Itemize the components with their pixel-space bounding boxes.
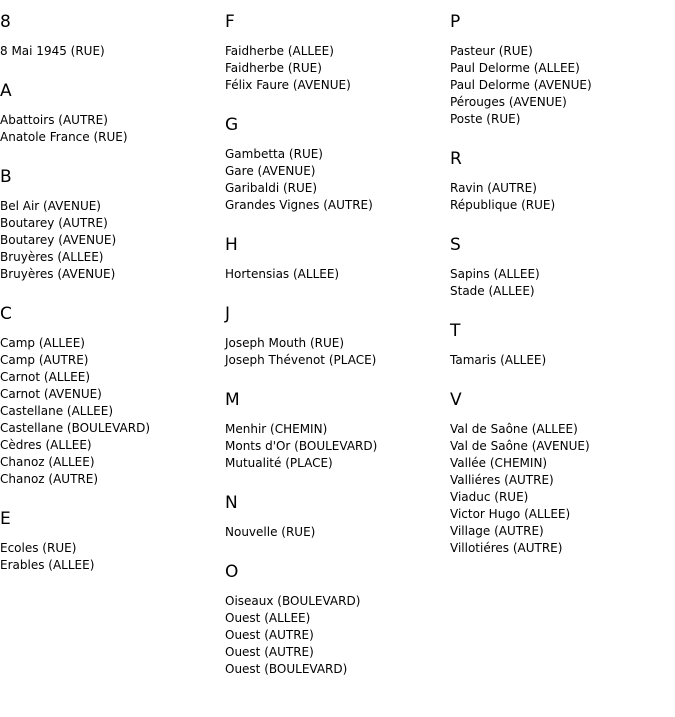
letter-section [225,390,445,472]
street-list-item [225,593,445,610]
street-link[interactable]: Anatole France (RUE) [0,130,128,144]
street-list-item [225,77,445,94]
street-list-item [0,335,220,352]
section-letter-heading: B [0,167,12,187]
street-index-column-3 [450,12,670,578]
street-list-item [225,610,445,627]
street-link[interactable]: Gambetta (RUE) [225,147,323,161]
street-list-item [0,215,220,232]
street-list-item [225,661,445,678]
street-link[interactable]: Monts d'Or (BOULEVARD) [225,439,378,453]
street-link[interactable]: Val de Saône (ALLEE) [450,422,578,436]
section-letter-heading: 8 [0,12,11,32]
street-link[interactable]: Oiseaux (BOULEVARD) [225,594,361,608]
street-link[interactable]: Poste (RUE) [450,112,521,126]
street-list-item [225,180,445,197]
street-list-item [225,146,445,163]
section-letter-heading: N [225,493,238,513]
street-link[interactable]: Faidherbe (RUE) [225,61,322,75]
street-list-item [450,540,670,557]
street-list-item [450,489,670,506]
street-link[interactable]: Nouvelle (RUE) [225,525,316,539]
letter-section [450,235,670,300]
street-link[interactable]: Hortensias (ALLEE) [225,267,340,281]
street-link[interactable]: Gare (AVENUE) [225,164,316,178]
street-link[interactable]: Pasteur (RUE) [450,44,533,58]
street-link[interactable]: Carnot (AVENUE) [0,387,102,401]
street-link[interactable]: Cèdres (ALLEE) [0,438,92,452]
street-link[interactable]: Abattoirs (AUTRE) [0,113,108,127]
street-link[interactable]: Menhir (CHEMIN) [225,422,328,436]
street-list-item [450,283,670,300]
street-link[interactable]: Chanoz (ALLEE) [0,455,95,469]
street-list-item [225,352,445,369]
street-list-item [450,352,670,369]
street-list-item [450,506,670,523]
street-link[interactable]: Ecoles (RUE) [0,541,77,555]
section-letter-heading: R [450,149,462,169]
street-list-item [0,540,220,557]
street-list-item [0,403,220,420]
street-link[interactable]: Stade (ALLEE) [450,284,535,298]
street-list-item [0,386,220,403]
street-list-item [450,523,670,540]
street-list-item [450,438,670,455]
street-index-column-2 [225,12,445,699]
street-list-item [0,112,220,129]
section-letter-heading: G [225,115,239,135]
street-list-item [0,454,220,471]
section-letter-heading: P [450,12,461,32]
letter-section [225,562,445,678]
street-link[interactable]: Bruyères (AVENUE) [0,267,116,281]
street-link[interactable]: Faidherbe (ALLEE) [225,44,334,58]
street-link[interactable]: Camp (ALLEE) [0,336,85,350]
section-letter-heading: M [225,390,240,410]
section-letter-heading: V [450,390,462,410]
street-link[interactable]: Grandes Vignes (AUTRE) [225,198,373,212]
street-list-item [0,43,220,60]
letter-section [0,509,220,574]
street-link[interactable]: Ouest (ALLEE) [225,611,311,625]
street-list-item [450,455,670,472]
section-letter-heading: S [450,235,461,255]
street-link[interactable]: Castellane (ALLEE) [0,404,114,418]
letter-section [0,167,220,283]
section-letter-heading: T [450,321,461,341]
street-list-item [0,369,220,386]
street-link[interactable]: Paul Delorme (AVENUE) [450,78,592,92]
street-index-column-1 [0,12,220,595]
street-list-item [0,249,220,266]
street-link[interactable]: Bruyères (ALLEE) [0,250,104,264]
street-link[interactable]: Bel Air (AVENUE) [0,199,101,213]
letter-section [450,149,670,214]
street-link[interactable]: Chanoz (AUTRE) [0,472,99,486]
letter-section [225,493,445,541]
section-letter-heading: C [0,304,12,324]
street-link[interactable]: Ouest (AUTRE) [225,645,314,659]
section-letter-heading: J [225,304,231,324]
street-link[interactable]: 8 Mai 1945 (RUE) [0,44,105,58]
letter-section [225,12,445,94]
street-list-item [0,352,220,369]
letter-section [225,304,445,369]
letter-section [225,235,445,283]
letter-section [0,304,220,488]
street-list-item [0,129,220,146]
street-link[interactable]: Ouest (AUTRE) [225,628,314,642]
street-link[interactable]: Boutarey (AUTRE) [0,216,108,230]
letter-section [450,390,670,557]
street-list-item [225,266,445,283]
letter-section [450,321,670,369]
street-list-item [0,557,220,574]
street-list-item [450,266,670,283]
street-link[interactable]: Joseph Mouth (RUE) [225,336,345,350]
street-list-item [225,438,445,455]
street-list-item [450,472,670,489]
street-link[interactable]: République (RUE) [450,198,556,212]
letter-section [225,115,445,214]
street-link[interactable]: Ouest (BOULEVARD) [225,662,348,676]
street-link[interactable]: Boutarey (AVENUE) [0,233,117,247]
street-link[interactable]: Erables (ALLEE) [0,558,95,572]
street-link[interactable]: Mutualité (PLACE) [225,456,333,470]
letter-section [450,12,670,128]
street-link[interactable]: Joseph Thévenot (PLACE) [225,353,377,367]
street-list-item [0,266,220,283]
street-list-item [450,43,670,60]
street-link[interactable]: Paul Delorme (ALLEE) [450,61,580,75]
street-list-item [225,163,445,180]
street-list-item [225,335,445,352]
street-list-item [225,627,445,644]
street-list-item [225,43,445,60]
street-list-item [450,111,670,128]
street-list-item [450,60,670,77]
street-list-item [0,437,220,454]
street-link[interactable]: Tamaris (ALLEE) [450,353,547,367]
street-link[interactable]: Viaduc (RUE) [450,490,529,504]
street-link[interactable]: Pérouges (AVENUE) [450,95,567,109]
street-link[interactable]: Vallée (CHEMIN) [450,456,548,470]
street-list-item [450,197,670,214]
street-list-item [450,94,670,111]
street-list-item [225,421,445,438]
street-link[interactable]: Victor Hugo (ALLEE) [450,507,571,521]
street-link[interactable]: Carnot (ALLEE) [0,370,91,384]
street-list-item [450,421,670,438]
street-link[interactable]: Garibaldi (RUE) [225,181,318,195]
street-link[interactable]: Castellane (BOULEVARD) [0,421,151,435]
street-list-item [0,471,220,488]
street-link[interactable]: Val de Saône (AVENUE) [450,439,590,453]
letter-section [0,81,220,146]
section-letter-heading: E [0,509,11,529]
street-list-item [225,644,445,661]
section-letter-heading: F [225,12,235,32]
street-list-item [225,60,445,77]
street-list-item [0,232,220,249]
street-link[interactable]: Ravin (AUTRE) [450,181,537,195]
section-letter-heading: O [225,562,239,582]
street-link[interactable]: Valliéres (AUTRE) [450,473,554,487]
street-list-item [225,197,445,214]
street-list-item [0,420,220,437]
street-list-item [225,455,445,472]
street-link[interactable]: Félix Faure (AVENUE) [225,78,351,92]
street-link[interactable]: Village (AUTRE) [450,524,544,538]
section-letter-heading: A [0,81,12,101]
street-list-item [225,524,445,541]
street-list-item [450,180,670,197]
letter-section [0,12,220,60]
street-list-item [0,198,220,215]
street-link[interactable]: Sapins (ALLEE) [450,267,540,281]
street-list-item [450,77,670,94]
street-link[interactable]: Villotiéres (AUTRE) [450,541,563,555]
street-link[interactable]: Camp (AUTRE) [0,353,89,367]
section-letter-heading: H [225,235,238,255]
